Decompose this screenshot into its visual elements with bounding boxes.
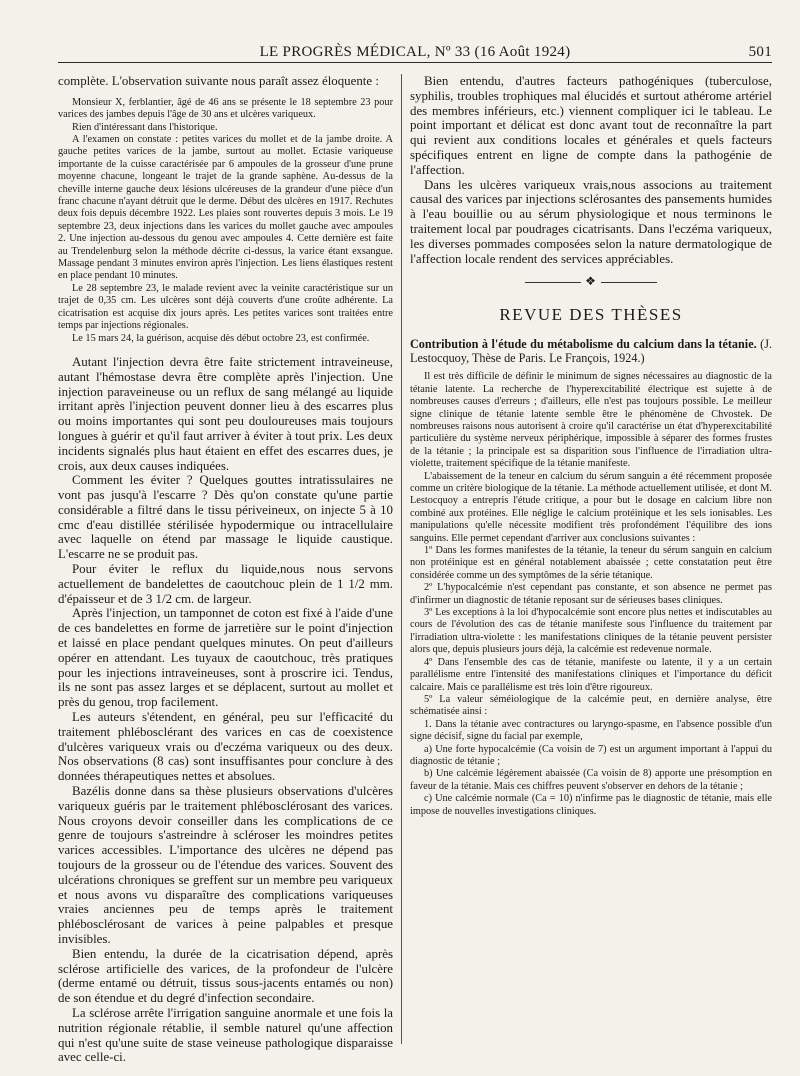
observation-paragraph: Le 28 septembre 23, le malade revient avec la veinite caractéristique sur un trajet de 0,35 cm. Les ulcères sont déjà couverts d'une croûte adhérente. La cicatrisation est acquise dix jours après. Les petites varices sont traitées entre temps par injections régionales. [58,282,393,332]
body-paragraph: Bazélis donne dans sa thèse plusieurs observations d'ulcères variqueux guéris par le traitement phlébosclérosant des varices. Nous croyons devoir conseiller dans les complications de ce genre de toujours s'astreindre à scléroser les moindres petites varices accessibles. L'importance des ulcères ne dépend pas toujours de la grosseur ou de l'étendue des varices. Souvent des ulcérations chroniques se greffent sur un membre peu variqueux et nous avons vu disparaître des complications variqueuses vraies anciennes peu de temps après le traitement phlébosclérosant de varices à peine palpables et presque invisibles. [58,784,393,946]
body-paragraph: Bien entendu, d'autres facteurs pathogéniques (tuberculose, syphilis, troubles trophiques mal élucidés et surtout athérome artériel des membres inférieurs, etc.) viennent compliquer ici le tableau. Le point important et délicat est donc avant tout de reconnaître la part qui revient aux conditions locales et générales et quels facteurs spécifiques entrent en ligne de compte dans la pathogénie de l'affection. [410,74,772,177]
section-title: REVUE DES THÈSES [499,305,683,325]
body-paragraph: Après l'injection, un tamponnet de coton est fixé à l'aide d'une de ces bandelettes en forme de jarretière sur le point d'injection et laissé en place pendant quelques minutes. On peut d'ailleurs opérer en attendant. Les tuyaux de caoutchouc, très pratiques pour les injections intraveineuses, sont à proscrire ici. Tendus, ils ne sont pas assez larges et se déplacent, surtout au mollet et près du genou, trop facilement. [58,606,393,710]
body-paragraph: La sclérose arrête l'irrigation sanguine anormale et une fois la nutrition régionale rétablie, il semble naturel qu'une affection qui n'est qu'une suite de stase veineuse pathologique disparaisse avec celle-ci. [58,1005,393,1065]
article-paragraph: 2º L'hypocalcémie n'est cependant pas constante, et son absence ne permet pas d'infirmer un diagnostic de tétanie reposant sur de sérieuses bases cliniques. [410,582,772,606]
article-citation: (J. Lestocquoy, Thèse de Paris. Le François, 1924.) [410,337,772,366]
left-column [58,74,393,1065]
article-paragraph: 5º La valeur séméiologique de la calcémie peut, en dernière analyse, être schématisée ainsi : [410,693,772,718]
body-paragraph: Pour éviter le reflux du liquide,nous nous servons actuellement de bandelettes de caoutchouc plein de 1 1/2 mm. d'épaisseur et de 3 1/2 cm. de largeur. [58,562,393,606]
running-header [58,40,772,63]
observation-paragraph: Rien d'intéressant dans l'historique. [72,121,218,133]
article-heading [410,337,772,365]
body-paragraph: Bien entendu, la durée de la cicatrisation dépend, après sclérose artificielle des varices, de la profondeur de l'ulcère (derme entamé ou détruit, tissus sous-jacents entamés ou non) de son étendue et du degré d'infection secondaire. [58,946,393,1006]
article-paragraph: 3º Les exceptions à la loi d'hypocalcémie sont encore plus nettes et indiscutables au cours de l'évolution des cas de tétanie manifeste sous l'influence du traitement par l'irradiation ultra-violette : les manifestations cliniques de la tétanie peuvent persister alors que, depuis plusieurs jours déjà, la calcémie est redevenue normale. [410,607,772,656]
article-paragraph: c) Une calcémie normale (Ca = 10) n'infirme pas le diagnostic de tétanie, mais elle impose de nouvelles investigations cliniques. [410,793,772,817]
observation-paragraph: A l'examen on constate : petites varices du mollet et de la jambe droite. A gauche petites varices de la jambe, surtout au mollet. Ectasie variqueuse importante de la cuisse caractérisée par 6 ampoules de la grosseur d'une prune moyenne chacune, longeant le trajet de la grande saphène. Au-dessus de la cheville interne gauche deux lésions ulcéreuses de la grandeur d'une pièce d'un franc chacune n'ayant détruit que le derme. Début des ulcères en 1917. Rechutes deux fois depuis décembre 1922. Les plaies sont rouvertes depuis 3 mois. Le 19 septembre 23, deux injections dans les varices du mollet gauche avec ampoules 2. Une injection au-dessous du genou avec ampoules 4. Cette dernière est faite au Trendelenburg selon la méthode décrite ci-dessus, la varice étant exsangue. Massage pendant 3 minutes environ après l'injection. Les liens élastiques restent en place pendant 10 minutes. [58,134,393,282]
intro-text: complète. L'observation suivante nous paraît assez éloquente : [58,74,379,88]
article-paragraph: Il est très difficile de définir le minimum de signes nécessaires au diagnostic de la tétanie latente. La recherche de l'hyperexcitabilité électrique est sujette à de nombreuses causes d'erreurs ; d'ailleurs, elle n'est pas toujours possible. Le meilleur signe clinique de tétanie latente semble être le phénomène de Chvostek. De nombreuses raisons nous autorisent à croire qu'il caractérise un état d'hyperexcitabilité particulière du système nerveux périphérique, impossible à séparer des formes frustes de la tétanie ; la principale est sa disparition sous l'influence de l'irradiation ultra-violette, traitement spécifique de la tétanie manifeste. [410,371,772,470]
column-divider [401,74,402,1044]
article-paragraph: 1. Dans la tétanie avec contractures ou laryngo-spasme, en l'absence possible d'un signe décisif, signe du facial par exemple, [410,718,772,743]
article-paragraph: 4º Dans l'ensemble des cas de tétanie, manifeste ou latente, il y a un certain parallélisme entre l'intensité des manifestations cliniques et l'importance du déficit calcaire. Mais ce parallélisme est très loin d'être rigoureux. [410,656,772,693]
article-paragraph: b) Une calcémie légèrement abaissée (Ca voisin de 8) apporte une présomption en faveur de la tétanie. Mais ces chiffres peuvent s'observer en dehors de la tétanie ; [410,768,772,792]
observation-block [58,97,393,345]
section-ornament: ❖ [410,274,772,289]
page-number: 501 [748,44,772,60]
article-paragraph: a) Une forte hypocalcémie (Ca voisin de 7) est un argument important à l'appui du diagnostic de tétanie ; [410,743,772,767]
article-paragraph: 1º Dans les formes manifestes de la tétanie, la teneur du sérum sanguin en calcium non protéinique est en général notablement abaissée ; cette constatation peut être considérée comme un des symptômes de la série tétanique. [410,545,772,581]
observation-paragraph: Le 15 mars 24, la guérison, acquise dès début octobre 23, est confirmée. [72,332,370,344]
body-paragraph: Dans les ulcères variqueux vrais,nous associons au traitement causal des varices par injections sclérosantes des pansements humides à l'eau bouillie ou au sérum physiologique et nous terminons le traitement local par poudrages cicatrisants. Dans l'eczéma variqueux, les diverses pommades composées selon la nature dermatologique de l'affection locale rendent des services appréciables. [410,177,772,266]
article-title: Contribution à l'étude du métabolisme du calcium dans la tétanie. [410,337,757,352]
right-column [410,74,772,1044]
body-paragraph: Autant l'injection devra être faite strictement intraveineuse, autant l'hémostase devra être complète après l'injection. Une injection paraveineuse ou un reflux de sang mélangé au liquide irritant après l'injection peuvent donner lieu à des escarres plus ou moins importantes qui sont peu douloureuses mais toujours longues à guérir et qu'il faut arriver à éviter à tout prix. Les deux incidents signalés plus haut étaient en effet des escarres dues, je crois, aux deux causes indiquées. [58,354,393,473]
body-paragraph: Les auteurs s'étendent, en général, peu sur l'efficacité du traitement phlébosclérant des varices en cas de coexistence d'ulcères variqueux vrais ou d'eczéma variqueux ou des deux. Nos observations (8 cas) sont insuffisantes pour conclure à des données thérapeutiques nettes et absolues. [58,710,393,784]
article-paragraph: L'abaissement de la teneur en calcium du sérum sanguin a été récemment proposée comme un critère biologique de la tétanie. La méthode actuellement utilisée, et dont M. Lestocquoy a entrepris l'étude critique, a pour but le dosage en calcium libre non combiné aux protéines. Elle néglige le calcium protéinique et les sels ionisables. Les manipulations qu'elle nécessite modifient très profondément l'équilibre des ions sanguins. Elle permet cependant d'arriver aux conclusions suivantes : [410,470,772,544]
journal-header-title: LE PROGRÈS MÉDICAL, Nº 33 (16 Août 1924) [259,44,571,60]
body-paragraph: Comment les éviter ? Quelques gouttes intratissulaires ne vont pas jusqu'à l'escarre ? Dès qu'on constate qu'une partie considérable a filtré dans le tissu périveineux, on injecte 5 à 10 cmc d'eau distillée stérilisée hypodermique ou intracellulaire avec laquelle on étend par massage le liquide caustique. L'escarre ne se produit pas. [58,473,393,562]
observation-paragraph: Monsieur X, ferblantier, âgé de 46 ans se présente le 18 septembre 23 pour varices des jambes depuis l'âge de 30 ans et ulcères variqueux. [58,96,393,121]
